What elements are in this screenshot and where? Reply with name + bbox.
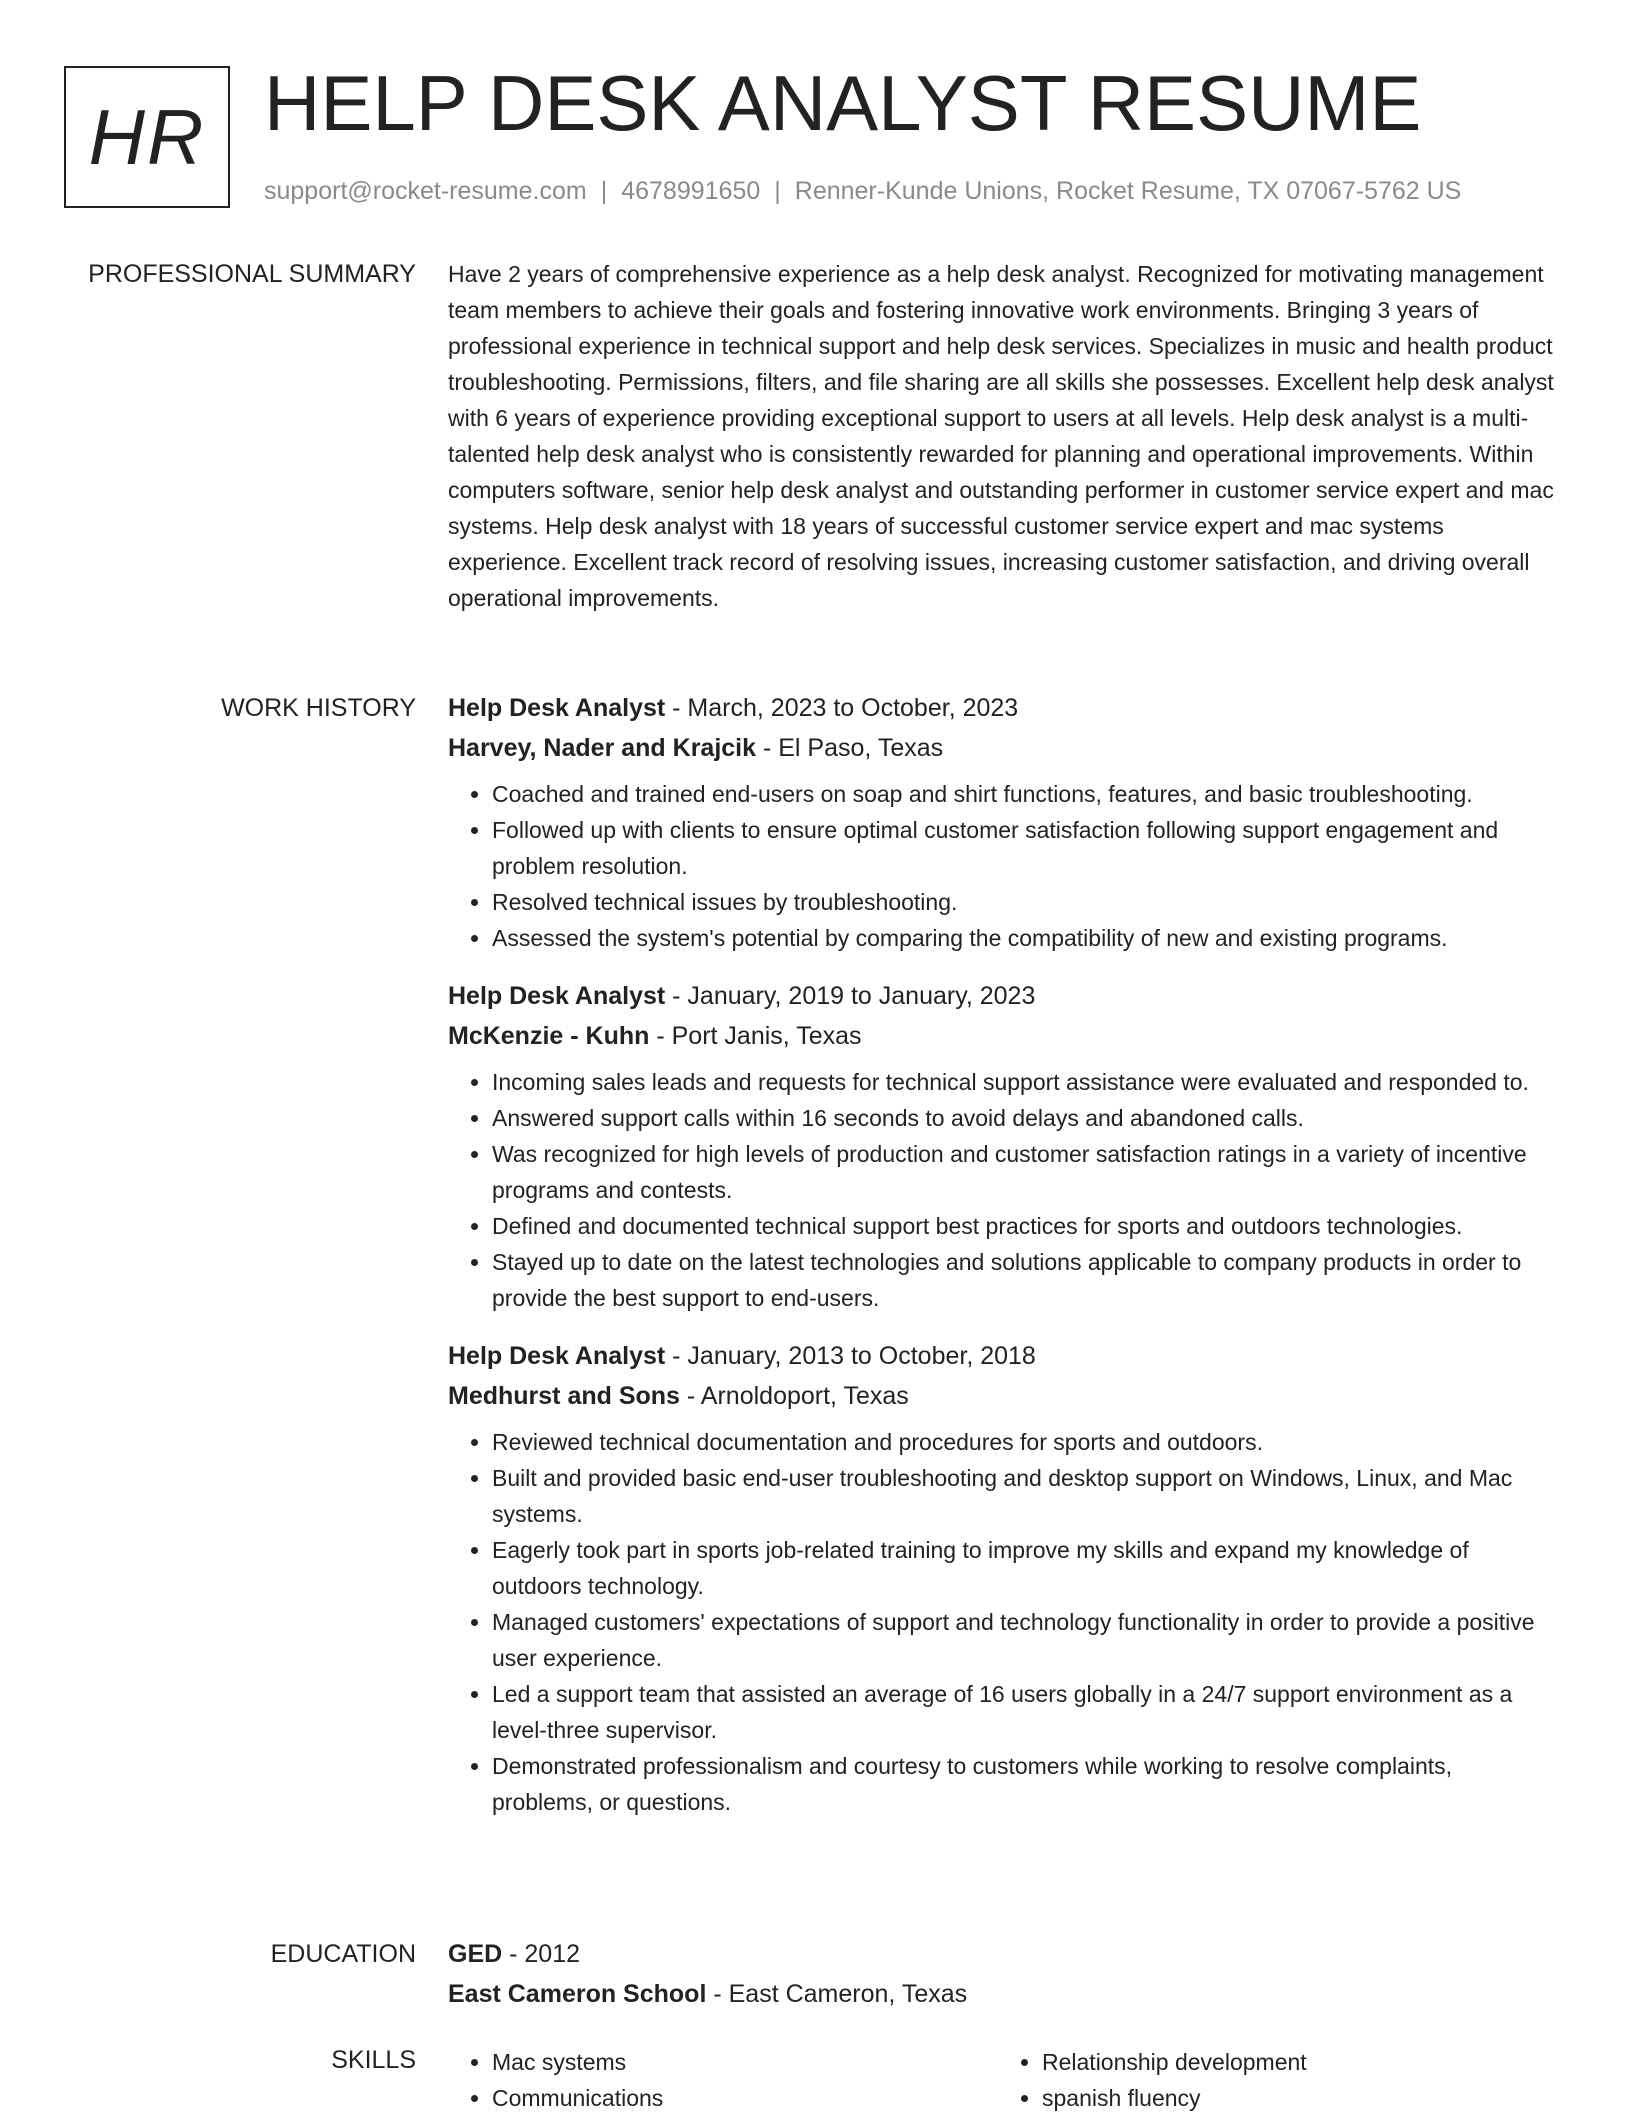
job-bullets [448,1424,1558,1820]
job-title-line [448,976,1558,1016]
job-entry [448,976,1558,1316]
education-degree: GED [448,1940,503,1968]
job-location: - Arnoldoport, Texas [679,1382,909,1410]
job-title: Help Desk Analyst [448,982,666,1010]
job-bullet: • Built and provided basic end-user troubleshooting and desktop support on Windows, Linux, and Mac systems. [492,1460,1558,1532]
summary-text: Have 2 years of comprehensive experience as a help desk analyst. Recognized for motivating management team members to achieve their goals and fostering innovative work environments. Bringing 3 years of professional experience in technical support and help desk services. Specializes in music and health product troubleshooting. Permissions, filters, and file sharing are all skills she possesses. Excellent help desk analyst with 6 years of experience providing exceptional support to users at all levels. Help desk analyst is a multi-talented help desk analyst who is consistently rewarded for planning and operational improvements. Within computers software, senior help desk analyst and outstanding performer in customer service expert and mac systems. Help desk analyst with 18 years of successful customer service expert and mac systems experience. Excellent track record of resolving issues, increasing customer satisfaction, and driving overall operational improvements. [448,261,1554,611]
job-company-line [448,728,1558,768]
monogram-logo: HR [64,66,230,208]
job-bullets [448,776,1558,956]
job-entry [448,1336,1558,1820]
job-bullet: • Led a support team that assisted an average of 16 users globally in a 24/7 support environment as a level-three supervisor. [492,1676,1558,1748]
job-bullet: • Eagerly took part in sports job-related training to improve my skills and expand my knowledge of outdoors technology. [492,1532,1558,1604]
education-school: East Cameron School [448,1980,707,2008]
job-dates: - January, 2019 to January, 2023 [665,982,1036,1010]
job-bullet: • Defined and documented technical support best practices for sports and outdoors technologies. [492,1208,1558,1244]
skills-body [448,2044,1558,2116]
contact-phone[interactable]: 4678991650 [621,177,761,205]
skill-item: • Relationship development [1042,2044,1548,2080]
section-label-work-history: WORK HISTORY [221,694,416,722]
job-location: - El Paso, Texas [756,734,944,762]
education-body [448,1934,1558,2014]
contact-address: Renner-Kunde Unions, Rocket Resume, TX 07067-5762 US [794,177,1462,205]
education-school-line [448,1974,1558,2014]
work-history-body [448,688,1558,1840]
job-bullet: • Was recognized for high levels of production and customer satisfaction ratings in a variety of incentive programs and contests. [492,1136,1558,1208]
section-label-skills: SKILLS [331,2046,416,2074]
contact-email[interactable]: support@rocket-resume.com [264,177,587,205]
skills-list [448,2044,998,2116]
job-bullet: • Reviewed technical documentation and procedures for sports and outdoors. [492,1424,1558,1460]
job-company: Medhurst and Sons [448,1382,680,1410]
contact-separator: | [774,177,781,205]
job-location: - Port Janis, Texas [649,1022,862,1050]
job-bullets [448,1064,1558,1316]
job-title-line [448,688,1558,728]
skill-item: • Mac systems [492,2044,998,2080]
contact-line [264,176,1461,206]
job-bullet: • Answered support calls within 16 seconds to avoid delays and abandoned calls. [492,1100,1558,1136]
job-company-line [448,1016,1558,1056]
job-bullet: • Assessed the system's potential by comparing the compatibility of new and existing programs. [492,920,1558,956]
job-entry [448,688,1558,956]
job-bullet: • Managed customers' expectations of support and technology functionality in order to provide a positive user experience. [492,1604,1558,1676]
resume-title: HELP DESK ANALYST RESUME [264,59,1422,147]
job-dates: - March, 2023 to October, 2023 [665,694,1019,722]
skills-list [998,2044,1548,2116]
skills-columns [448,2044,1558,2116]
job-bullet: • Incoming sales leads and requests for technical support assistance were evaluated and responded to. [492,1064,1558,1100]
job-title: Help Desk Analyst [448,694,666,722]
skill-item: • Communications [492,2080,998,2116]
education-degree-line [448,1934,1558,1974]
education-location: - East Cameron, Texas [706,1980,968,2008]
skill-item: • spanish fluency [1042,2080,1548,2116]
education-year: - 2012 [502,1940,581,1968]
job-bullet: • Stayed up to date on the latest technologies and solutions applicable to company products in order to provide the best support to end-users. [492,1244,1558,1316]
job-company: McKenzie - Kuhn [448,1022,650,1050]
contact-separator: | [600,177,608,205]
skills-column-left [448,2044,998,2116]
job-company: Harvey, Nader and Krajcik [448,734,757,762]
skills-column-right [998,2044,1548,2116]
job-company-line [448,1376,1558,1416]
job-title-line [448,1336,1558,1376]
job-title: Help Desk Analyst [448,1342,666,1370]
summary-body [448,256,1558,616]
job-bullet: • Coached and trained end-users on soap and shirt functions, features, and basic troubleshooting. [492,776,1558,812]
job-bullet: • Resolved technical issues by troubleshooting. [492,884,1558,920]
section-label-summary: PROFESSIONAL SUMMARY [88,260,416,288]
job-bullet: • Demonstrated professionalism and courtesy to customers while working to resolve complaints, problems, or questions. [492,1748,1558,1820]
job-dates: - January, 2013 to October, 2018 [665,1342,1036,1370]
section-label-education: EDUCATION [270,1940,416,1968]
job-bullet: • Followed up with clients to ensure optimal customer satisfaction following support engagement and problem resolution. [492,812,1558,884]
